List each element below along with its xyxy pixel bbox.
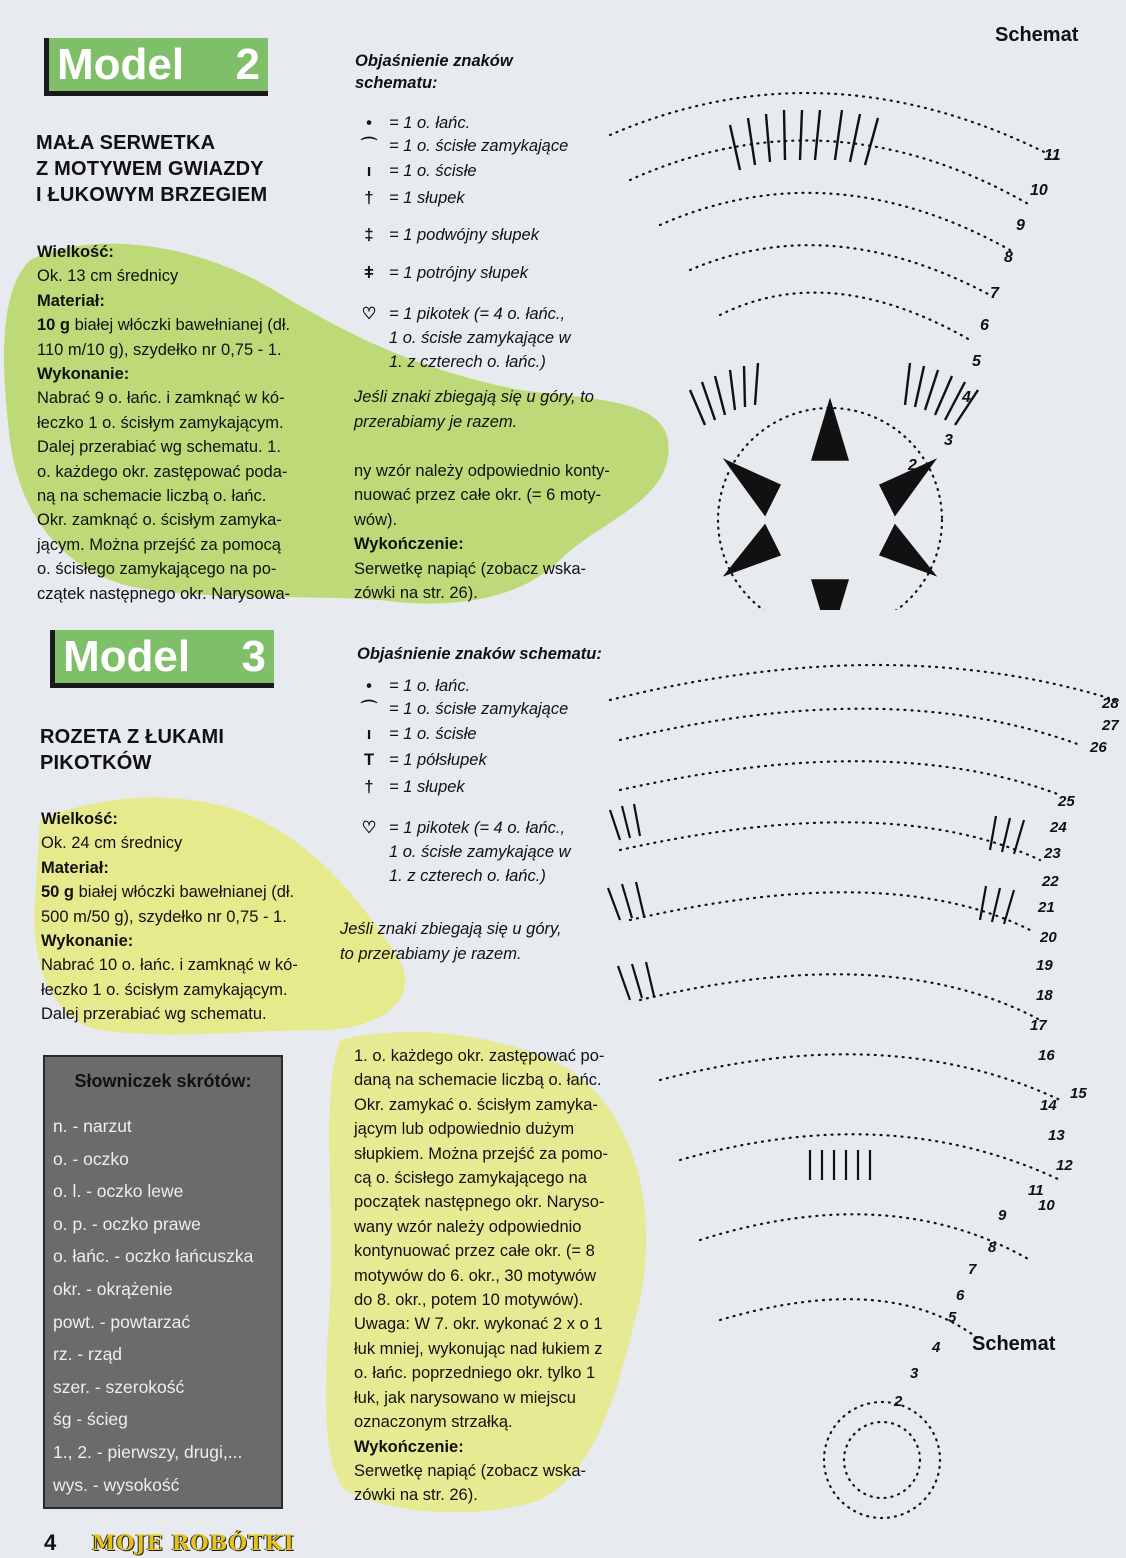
model-3-instruction-line: o. łańc. poprzedniego okr. tylko 1 [354,1364,596,1383]
glossary-item: okr. - okrążenie [53,1278,173,1299]
model-2-schema-label: Schemat [995,24,1079,46]
round-number-label: 3 [910,1365,919,1382]
diagram-arc [660,193,1010,250]
legend-text: = 1 podwójny słupek [389,226,539,244]
glossary-item: 1., 2. - pierwszy, drugi,... [53,1441,243,1462]
round-number-label: 27 [1102,717,1119,734]
round-number-label: 20 [1040,929,1057,946]
model-3-instruction-line: wany wzór należy odpowiednio [354,1217,582,1236]
legend-text: = 1 o. łańc. [389,114,471,132]
model-3-execution-line: Nabrać 10 o. łańc. i zamknąć w kó- [41,956,298,975]
model-2-execution-line: Dalej przerabiać wg schematu. 1. [37,438,281,457]
legend-text: = 1 słupek [389,778,465,796]
star-point [725,460,780,515]
round-number-label: 21 [1038,899,1055,916]
round-number-label: 11 [1044,147,1061,164]
dot-icon: • [366,677,372,695]
model-2-execution-line: o. ścisłego zamykającego na po- [37,560,277,579]
model-2-title-line: MAŁA SERWETKA [36,132,216,154]
model-2-note-line: Jeśli znaki zbiegają się u góry, to [354,388,594,406]
model-3-material-text: białej włóczki bawełnianej (dł. [74,883,295,902]
round-number-label: 19 [1036,957,1053,974]
star-motif [725,400,935,610]
model-2-crochet-diagram [590,30,1100,610]
diagram-arc [620,822,1040,860]
round-number-label: 5 [972,353,981,370]
model-3-instruction-line: oznaczonym strzałką. [354,1413,513,1432]
model-2-continuation-line: ny wzór należy odpowiednio konty- [354,462,610,480]
model-3-badge-number: 3 [241,632,266,681]
model-2-execution-line: jącym. Można przejść za pomocą [37,535,281,554]
legend-text: = 1 pikotek (= 4 o. łańc., [389,305,566,323]
round-number-label: 18 [1036,987,1053,1004]
model-3-title-line: PIKOTKÓW [40,752,152,774]
bar-icon: ı [366,725,372,743]
model-3-schema-label: Schemat [972,1333,1056,1355]
model-2-material-amount: 10 g [37,316,71,335]
fan-stitches [690,110,978,425]
round-number-label: 13 [1048,1127,1065,1144]
diagram-center-ring-inner [844,1422,920,1498]
round-number-label: 8 [1004,249,1013,266]
model-3-size-text: Ok. 24 cm średnicy [41,834,183,853]
model-2-title-line: Z MOTYWEM GWIAZDY [36,158,264,180]
model-2-title [36,130,306,208]
round-number-label: 4 [962,389,971,406]
model-3-instruction-line: łuk, jak narysowano w miejscu [354,1388,576,1407]
glossary-item: o. p. - oczko prawe [53,1213,201,1234]
glossary-box [43,1055,283,1509]
model-2-size-text: Ok. 13 cm średnicy [37,267,179,286]
star-point [725,525,780,575]
model-3-instruction-line: daną na schemacie liczbą o. łańc. [354,1071,602,1090]
legend-text: = 1 o. ścisłe [389,725,477,743]
page-number: 4 [44,1530,57,1555]
diagram-arc [720,1299,980,1340]
diagram-arc [630,892,1030,930]
double-dagger-icon: ‡ [364,226,374,244]
diagram-arc [620,761,1060,795]
model-3-instruction-line: początek następnego okr. Naryso- [354,1193,605,1212]
round-number-label: 6 [956,1287,965,1304]
model-3-legend-heading: Objaśnienie znaków schematu: [357,645,602,663]
round-number-label: 12 [1056,1157,1073,1174]
diagram-arc [690,245,990,295]
legend-text: = 1 potrójny słupek [389,264,528,282]
diagram-arc [620,709,1080,745]
model-3-size-heading: Wielkość: [41,810,118,828]
model-3-instruction-line: Okr. zamykać o. ścisłym zamyka- [354,1095,598,1114]
glossary-item: n. - narzut [53,1116,132,1136]
round-number-label: 4 [932,1339,941,1356]
round-number-label: 11 [1028,1182,1044,1199]
model-2-finishing-heading: Wykończenie: [354,535,464,554]
legend-text: 1. z czterech o. łańc.) [389,353,546,371]
round-number-label: 22 [1042,873,1059,890]
model-3-instruction-line: jącym lub odpowiednio dużym [354,1120,575,1139]
model-2-material-text-2: 110 m/10 g), szydełko nr 0,75 - 1. [37,340,282,359]
triple-dagger-icon: ǂ [364,264,374,282]
round-number-label: 15 [1070,1085,1087,1102]
model-2-continuation-line: wów). [354,510,398,529]
round-number-label: 8 [988,1239,997,1256]
round-number-label: 5 [948,1309,957,1326]
model-3-instruction-line: słupkiem. Można przejść za pomo- [354,1144,609,1163]
model-3-instruction-line: łuk mniej, wykonując nad łukiem z [354,1339,603,1358]
model-3-execution-heading: Wykonanie: [41,932,134,951]
model-3-instruction-line: Uwaga: W 7. okr. wykonać 2 x o 1 [354,1315,603,1334]
diagram-arc [660,1054,1060,1100]
model-2-material-text: białej włóczki bawełnianej (dł. [70,316,291,335]
model-2-execution-line: łeczko 1 o. ścisłym zamykającym. [37,413,284,432]
diagram-arc [610,665,1115,700]
diagram-arc [700,1214,1030,1260]
round-number-label: 9 [998,1207,1007,1224]
legend-text: 1 o. ścisłe zamykające w [389,843,571,861]
model-3-material-amount: 50 g [41,883,75,902]
star-point [880,525,935,575]
round-number-label: 10 [1030,182,1048,199]
model-2-legend-heading-line: schematu: [355,74,438,92]
model-3-instruction-line: cą o. ścisłego zamykającego na [354,1169,587,1188]
glossary-item: powt. - powtarzać [53,1311,191,1332]
dagger-icon: † [364,778,374,796]
model-2-continuation-line: nuować przez całe okr. (= 6 moty- [354,486,602,505]
dot-icon: • [366,114,372,132]
model-3-finishing-line: zówki na str. 26). [354,1486,478,1505]
diagram-arc [610,93,1060,160]
model-3-instruction-line: do 8. okr., potem 10 motywów). [354,1291,584,1310]
diagram-arc [720,293,970,340]
model-2-execution-line: ną na schemacie liczbą o. łańc. [37,487,267,506]
model-3-instruction-line: motywów do 6. okr., 30 motywów [354,1266,597,1285]
model-2-description [37,240,299,606]
model-2-execution-line: Nabrać 9 o. łańc. i zamknąć w kó- [37,389,285,408]
legend-text: 1 o. ścisłe zamykające w [389,329,571,347]
glossary-item: szer. - szerokość [53,1376,185,1397]
round-number-label: 9 [1016,217,1025,234]
round-number-label: 3 [944,432,953,449]
round-number-label: 2 [894,1393,903,1410]
bar-icon: ı [366,162,372,180]
model-2-execution-heading: Wykonanie: [37,365,130,384]
model-2-badge [44,38,268,96]
model-3-instruction-line: 1. o. każdego okr. zastępować po- [354,1047,605,1065]
model-2-finishing-line: zówki na str. 26). [354,584,478,603]
model-2-size-heading: Wielkość: [37,243,114,261]
dagger-icon: † [364,189,374,207]
diagram-arc [640,974,1040,1020]
model-2-badge-label: Model [57,40,185,89]
model-2-note [354,385,594,435]
round-number-label: 25 [1058,793,1075,810]
t-icon: T [363,751,375,769]
model-2-legend-heading [355,50,513,94]
glossary-item: wys. - wysokość [53,1474,180,1495]
legend-text: = 1 o. ścisłe zamykające [389,700,569,718]
model-3-note-line: Jeśli znaki zbiegają się u góry, [340,920,562,938]
model-3-note-line: to przerabiamy je razem. [340,945,522,963]
diagram-arc [630,140,1030,205]
model-3-title-line: ROZETA Z ŁUKAMI [40,726,225,748]
model-3-instruction-line: kontynuować przez całe okr. (= 8 [354,1242,595,1261]
round-number-label: 17 [1030,1017,1047,1034]
round-number-label: 24 [1050,819,1067,836]
model-2-badge-number: 2 [235,40,260,89]
round-number-label: 7 [990,285,999,302]
picot-icon: ♡ [361,819,377,837]
star-point [812,580,848,610]
glossary-item: o. l. - oczko lewe [53,1181,184,1202]
model-2-continuation [354,459,616,605]
magazine-logo: MOJE ROBÓTKI [92,1530,295,1555]
model-2-execution-line: Okr. zamknąć o. ścisłym zamyka- [37,511,282,530]
model-2-legend-heading-line: Objaśnienie znaków [355,52,513,70]
model-3-badge-label: Model [63,632,191,681]
model-2-title-line: I ŁUKOWYM BRZEGIEM [36,184,268,206]
model-2-material-heading: Materiał: [37,291,105,310]
model-3-badge [50,630,274,688]
glossary-item: rz. - rząd [53,1344,123,1365]
picot-icon: ♡ [361,305,377,323]
model-3-material-heading: Materiał: [41,858,109,877]
model-3-description [41,807,303,1027]
legend-text: = 1 o. ścisłe zamykające [389,137,569,155]
glossary-item: o. - oczko [53,1148,129,1169]
round-number-label: 10 [1038,1197,1055,1214]
diagram-center-ring [824,1402,940,1518]
round-number-label: 28 [1102,695,1119,712]
model-3-execution-line: łeczko 1 o. ścisłym zamykającym. [41,980,288,999]
model-2-note-line: przerabiamy je razem. [354,413,518,431]
model-3-crochet-diagram [560,620,1126,1535]
round-number-label: 16 [1038,1047,1055,1064]
stitch-columns [608,804,1024,1180]
arc-icon: ⌒ [360,137,378,155]
legend-text: = 1 pikotek (= 4 o. łańc., [389,819,566,837]
round-number-label: 6 [980,317,989,334]
model-3-execution-line: Dalej przerabiać wg schematu. [41,1005,267,1024]
model-2-execution-line: czątek następnego okr. Narysowa- [37,584,291,603]
glossary-item: śg - ścieg [53,1409,128,1430]
round-number-label: 26 [1090,739,1107,756]
glossary-title: Słowniczek skrótów: [74,1071,252,1091]
model-3-note [340,917,562,967]
legend-text: = 1 o. łańc. [389,677,471,695]
model-3-material-text-2: 500 m/50 g), szydełko nr 0,75 - 1. [41,907,287,926]
model-3-title [40,724,300,776]
round-number-label: 23 [1044,845,1061,862]
model-3-finishing-line: Serwetkę napiąć (zobacz wska- [354,1461,587,1480]
round-number-label: 14 [1040,1097,1057,1114]
model-2-execution-line: o. każdego okr. zastępować poda- [37,462,288,481]
glossary-item: o. łańc. - oczko łańcuszka [53,1246,254,1267]
arc-icon: ⌒ [360,700,378,718]
model-3-finishing-heading: Wykończenie: [354,1437,464,1456]
round-number-label: 7 [968,1261,977,1278]
legend-text: = 1 półsłupek [389,751,487,769]
round-number-label: 2 [908,457,917,474]
legend-text: 1. z czterech o. łańc.) [389,867,546,885]
model-2-finishing-line: Serwetkę napiąć (zobacz wska- [354,559,587,578]
legend-text: = 1 o. ścisłe [389,162,477,180]
legend-text: = 1 słupek [389,189,465,207]
